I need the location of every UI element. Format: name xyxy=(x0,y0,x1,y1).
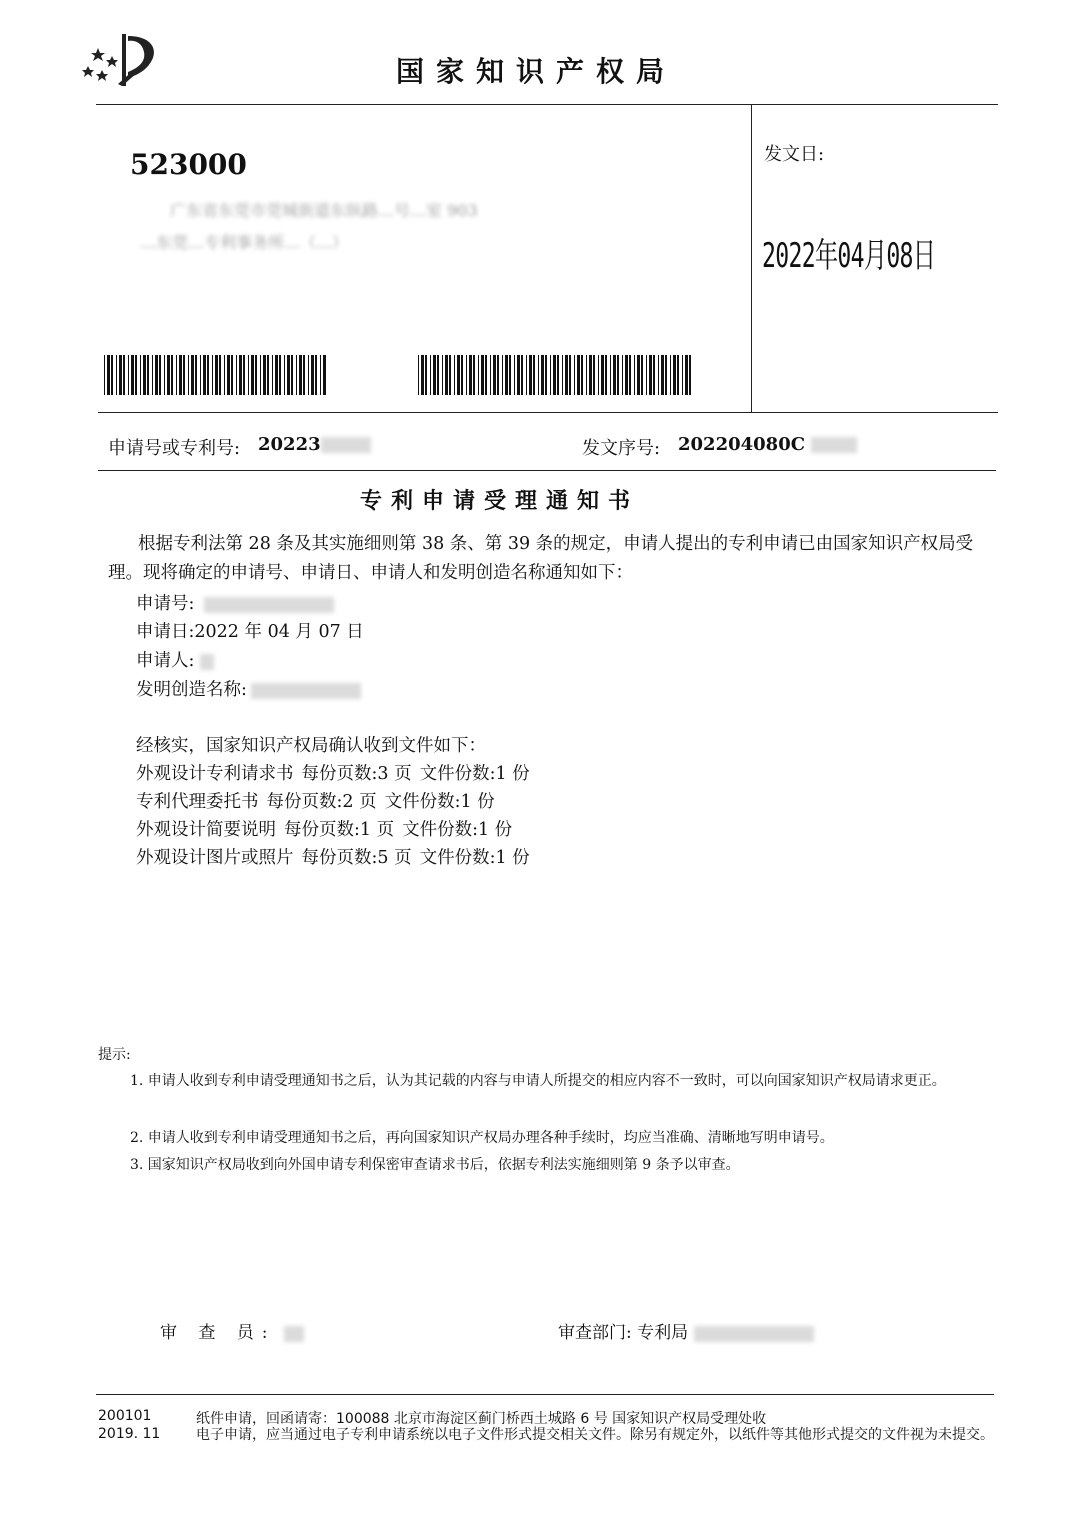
file-row: 外观设计图片或照片 每份页数:5 页 文件份数:1 份 xyxy=(136,848,530,868)
field-invention-title: 发明创造名称: xyxy=(136,676,361,701)
file-row: 外观设计简要说明 每份页数:1 页 文件份数:1 份 xyxy=(136,820,513,840)
file-row: 外观设计专利请求书 每份页数:3 页 文件份数:1 份 xyxy=(136,764,530,784)
date-divider xyxy=(751,105,752,413)
document-title: 专利申请受理通知书 xyxy=(360,489,640,514)
application-number-label: 申请号或专利号: xyxy=(108,438,241,459)
serial-number-label: 发文序号: xyxy=(582,438,661,459)
serial-number-value: 202204080C xyxy=(678,434,857,455)
address-line-1: 广东省东莞市莞城街道东纵路…号…室 903 xyxy=(170,201,478,220)
tips-label: 提示: xyxy=(98,1047,131,1063)
address-line-2: …东莞…专利事务所…（…） xyxy=(140,233,349,252)
confirm-label: 经核实，国家知识产权局确认收到文件如下： xyxy=(136,736,486,756)
footer-electronic-note: 电子申请，应当通过电子专利申请系统以电子文件形式提交相关文件。除另有规定外，以纸件等其他形式提交的文件视为未提交。 xyxy=(196,1427,994,1443)
tip-item: 1. 申请人收到专利申请受理通知书之后，认为其记载的内容与申请人所提交的相应内容不一致时，可以向国家知识产权局请求更正。 xyxy=(130,1073,946,1089)
field-application-date: 申请日:2022 年 04 月 07 日 xyxy=(136,622,364,642)
cnipa-logo-icon xyxy=(78,28,168,90)
application-number-value: 20223 xyxy=(258,434,371,455)
department-label: 审查部门: 专利局 xyxy=(558,1318,814,1343)
tip-item: 2. 申请人收到专利申请受理通知书之后，再向国家知识产权局办理各种手续时，均应当准确、清晰地写明申请号。 xyxy=(130,1130,834,1146)
numbers-bottom-rule xyxy=(98,470,996,471)
address-bottom-rule xyxy=(98,412,998,413)
barcode-icon xyxy=(104,355,326,395)
org-title: 国家知识产权局 xyxy=(396,55,677,88)
footer-paper-note: 纸件申请，回函请寄：100088 北京市海淀区蓟门桥西土城路 6 号 国家知识产权局受理处收 xyxy=(196,1411,767,1427)
field-applicant: 申请人: xyxy=(136,647,214,672)
examiner-label: 审 查 员: xyxy=(160,1318,304,1343)
form-code: 200101 xyxy=(98,1408,152,1424)
issue-date-value: 2022年04月08日 xyxy=(762,236,936,276)
barcode-icon xyxy=(418,355,693,395)
postcode: 523000 xyxy=(130,148,247,181)
header-rule xyxy=(96,104,998,105)
issue-date-label: 发文日: xyxy=(764,144,825,165)
file-row: 专利代理委托书 每份页数:2 页 文件份数:1 份 xyxy=(136,792,495,812)
footer-rule xyxy=(96,1394,994,1395)
intro-paragraph: 根据专利法第 28 条及其实施细则第 38 条、第 39 条的规定，申请人提出的专利申请已由国家知识产权局受理。现将确定的申请号、申请日、申请人和发明创造名称通知如下： xyxy=(108,534,974,583)
form-version: 2019. 11 xyxy=(98,1426,161,1442)
tip-item: 3. 国家知识产权局收到向外国申请专利保密审查请求书后，依据专利法实施细则第 9 条予以审查。 xyxy=(130,1157,740,1173)
field-application-number: 申请号: xyxy=(136,590,334,615)
